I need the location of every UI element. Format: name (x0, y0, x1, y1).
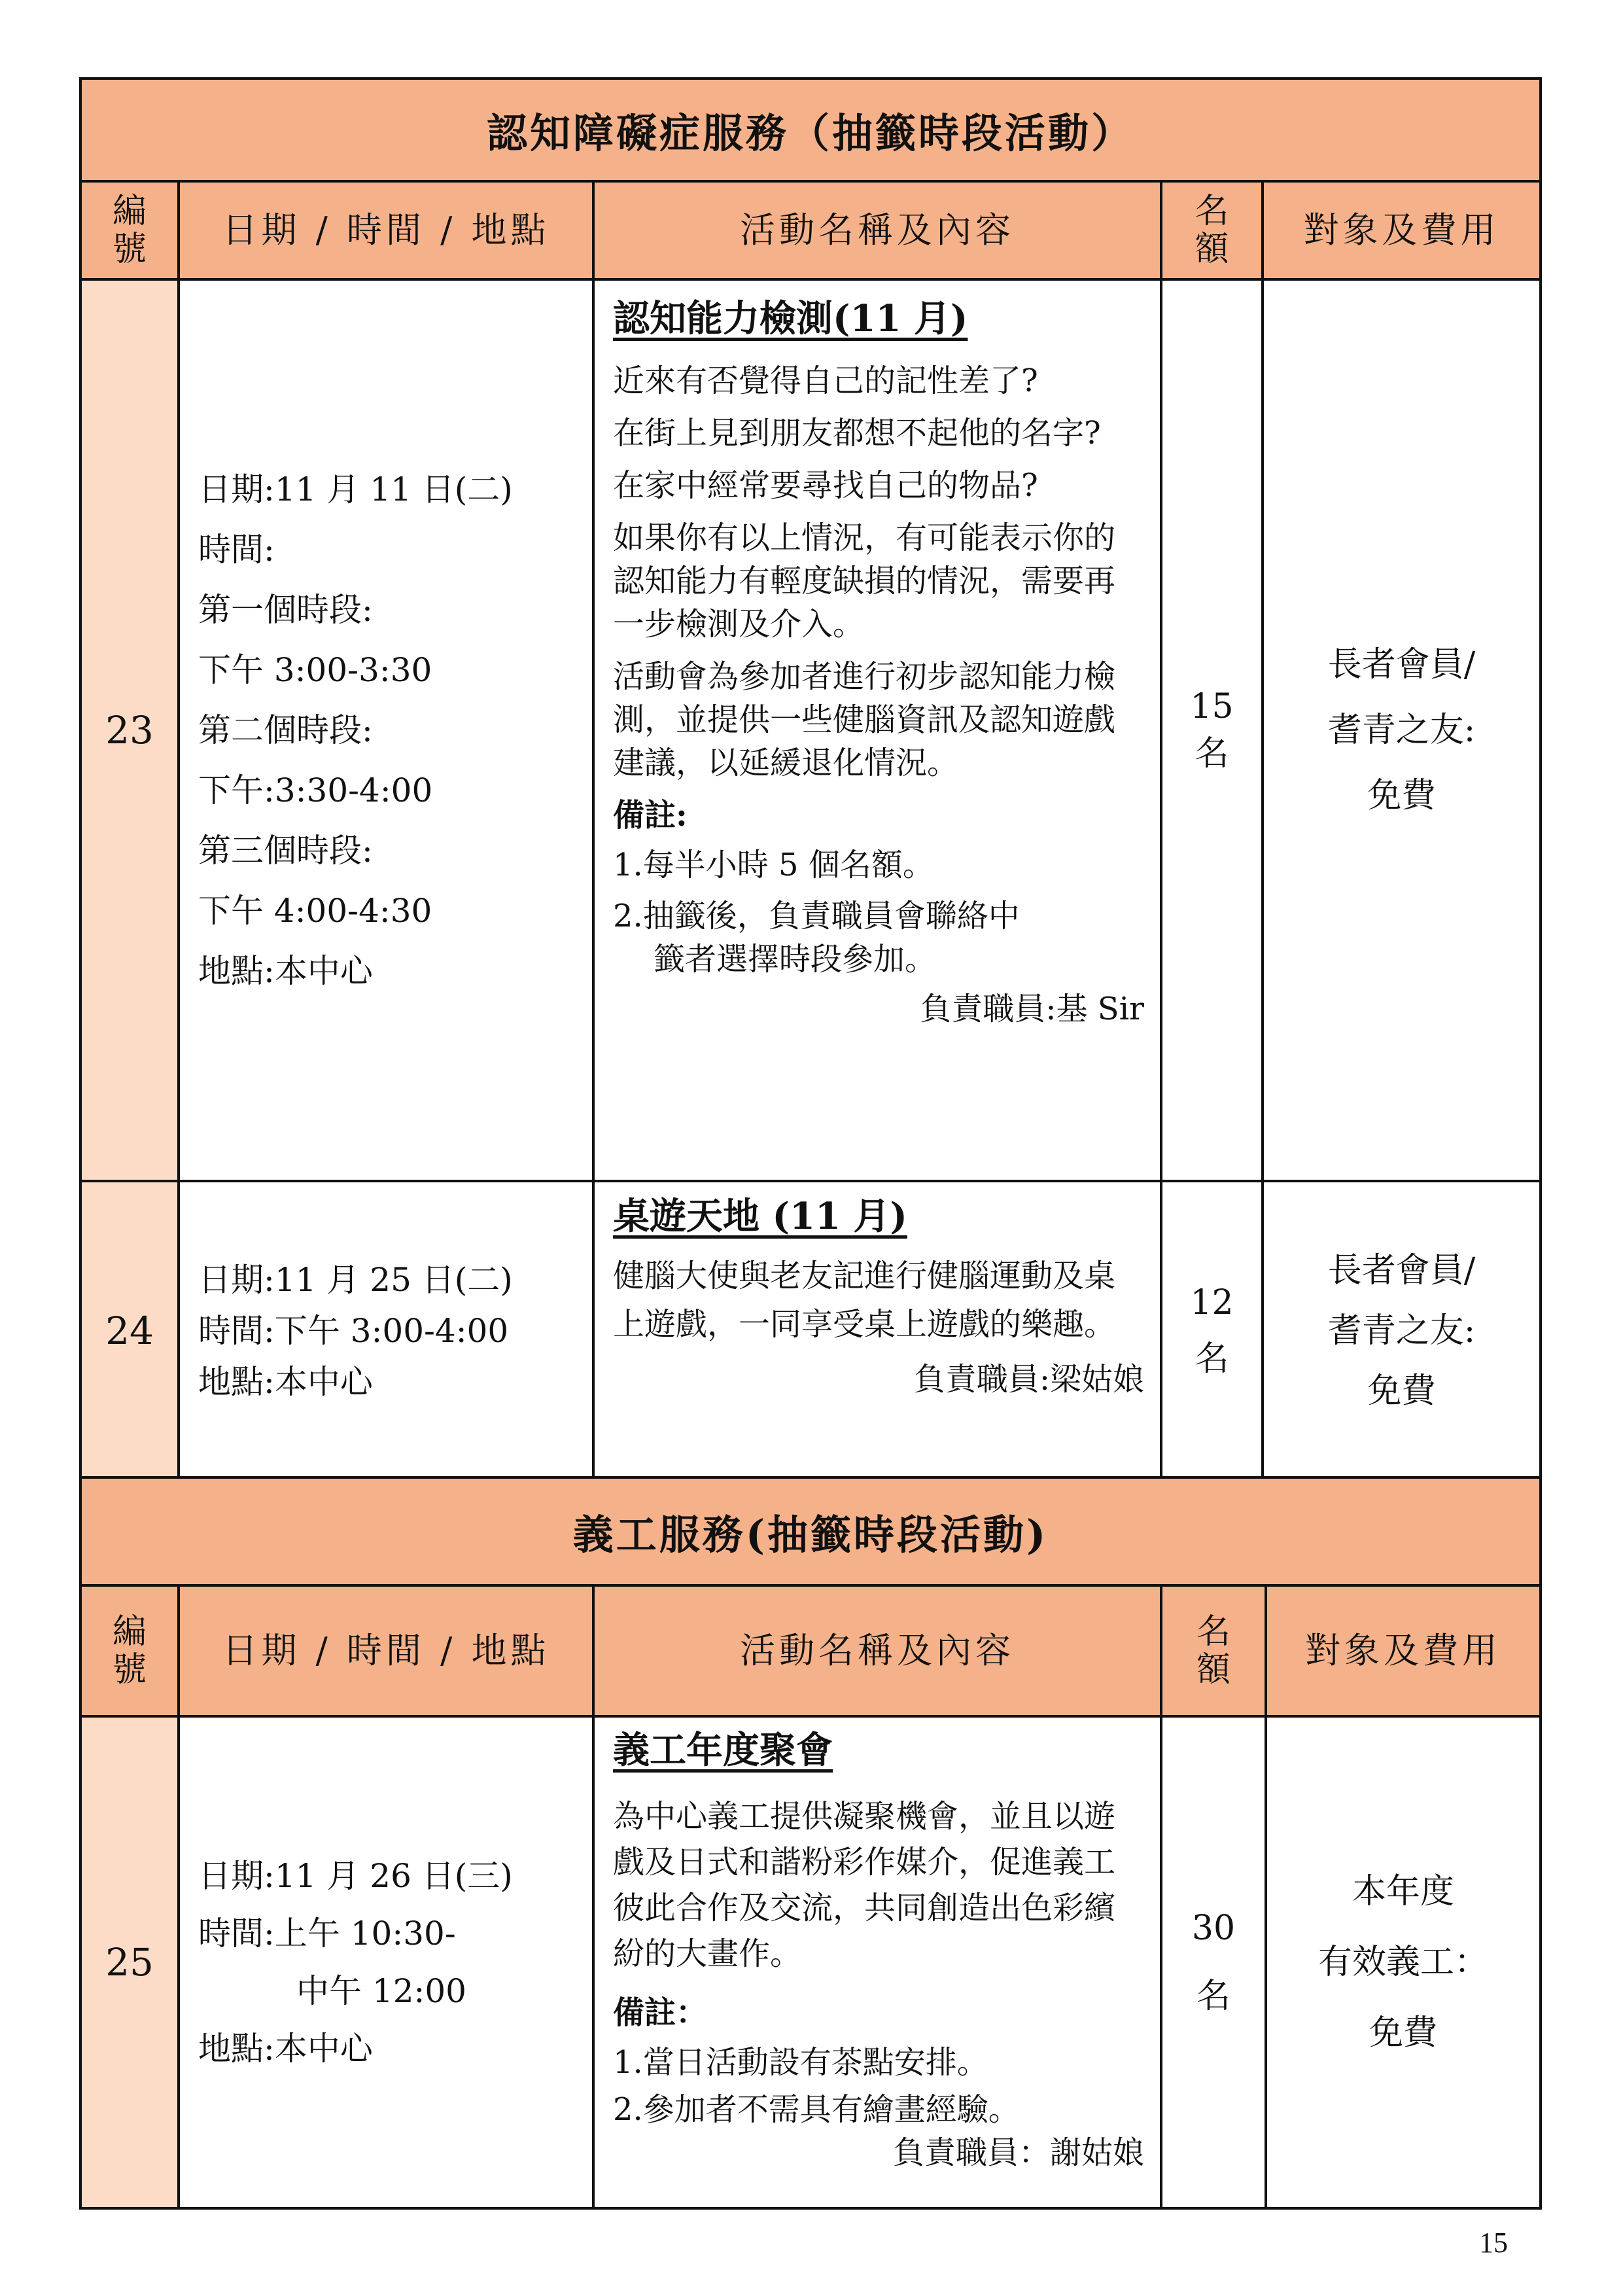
activity-paragraph: 健腦大使與老友記進行健腦運動及桌上遊戲，一同享受桌上遊戲的樂趣。 (613, 1258, 1116, 1343)
staff-in-charge: 負責職員:梁姑娘 (913, 1361, 1144, 1398)
section-banner: 義工服務(抽籤時段活動) (80, 1477, 1541, 1585)
activity-title: 桌遊天地 (11 月) (613, 1195, 907, 1238)
quota-number: 12 (1190, 1283, 1234, 1322)
date-line: 地點:本中心 (198, 1363, 373, 1401)
header-date: 日期 / 時間 / 地點 (179, 181, 593, 279)
target-and-fee (1263, 1181, 1541, 1481)
target-line: 長者會員/ (1327, 645, 1476, 684)
quota (1161, 1716, 1266, 2208)
quota-unit: 名 (1196, 1977, 1230, 2016)
fee-line: 免費 (1369, 2013, 1438, 2053)
section-banner: 認知障礙症服務（抽籤時段活動） (80, 79, 1541, 181)
date-time-location (179, 1716, 593, 2208)
quota (1161, 279, 1263, 1181)
target-line: 本年度 (1352, 1872, 1455, 1911)
page-number: 15 (1479, 2227, 1508, 2259)
table-row (80, 1181, 1541, 1481)
date-time-location (179, 279, 593, 1181)
date-line: 時間: (198, 531, 275, 569)
date-line: 地點:本中心 (198, 2030, 373, 2068)
date-line: 第三個時段: (198, 832, 373, 870)
note-label: 備註: (613, 797, 688, 834)
activity-paragraph: 在家中經常要尋找自己的物品? (613, 467, 1038, 504)
row-number: 23 (80, 279, 179, 1181)
quota-unit: 名 (1195, 734, 1229, 773)
staff-in-charge: 負責職員：謝姑娘 (892, 2134, 1144, 2171)
table-row (80, 279, 1541, 1181)
activity-paragraph: 如果你有以上情況，有可能表示你的認知能力有輕度缺損的情況，需要再一步檢測及介入。 (613, 520, 1116, 643)
section-volunteer-services (79, 1476, 1542, 2210)
fee-line: 免費 (1367, 776, 1436, 815)
note-item: 2.抽籤後，負責職員會聯絡中 (613, 898, 1020, 934)
date-line: 日期:11 月 25 日(二) (198, 1261, 513, 1299)
header-quota: 名 額 (1161, 181, 1263, 279)
header-num: 編 號 (80, 1585, 179, 1716)
activity-paragraph: 在街上見到朋友都想不起他的名字? (613, 415, 1101, 451)
quota-number: 15 (1190, 687, 1234, 726)
header-num: 編 號 (80, 181, 179, 279)
header-activity: 活動名稱及內容 (593, 1585, 1161, 1716)
note-item: 1.當日活動設有茶點安排。 (613, 2044, 988, 2081)
quota (1161, 1181, 1263, 1481)
target-and-fee (1263, 279, 1541, 1181)
date-line: 時間:上午 10:30- (198, 1915, 456, 1952)
note-item: 2.參加者不需具有繪畫經驗。 (613, 2091, 1020, 2128)
header-date: 日期 / 時間 / 地點 (179, 1585, 593, 1716)
date-time-location (179, 1181, 593, 1481)
date-line: 下午:3:30-4:00 (198, 771, 433, 809)
activity-paragraph: 活動會為參加者進行初步認知能力檢測，並提供一些健腦資訊及認知遊戲建議，以延緩退化情況。 (613, 658, 1116, 781)
date-line: 日期:11 月 26 日(三) (198, 1857, 513, 1895)
target-and-fee (1266, 1716, 1541, 2208)
note-item: 1.每半小時 5 個名額。 (613, 847, 934, 883)
section-dementia-services (79, 77, 1542, 1482)
row-number: 24 (80, 1181, 179, 1481)
activity-content (593, 1716, 1161, 2208)
header-target: 對象及費用 (1266, 1585, 1541, 1716)
activity-content (593, 1181, 1161, 1481)
staff-in-charge: 負責職員:基 Sir (920, 991, 1144, 1027)
date-line: 日期:11 月 11 日(二) (198, 470, 513, 508)
table-row (80, 1716, 1541, 2208)
date-line: 下午 4:00-4:30 (198, 892, 432, 930)
activity-paragraph: 為中心義工提供凝聚機會，並且以遊戲及日式和諧粉彩作媒介，促進義工彼此合作及交流，共同創造出色彩繽紛的大畫作。 (613, 1798, 1116, 1972)
target-line: 長者會員/ (1327, 1251, 1476, 1290)
date-line: 第一個時段: (198, 591, 373, 629)
activity-paragraph: 近來有否覺得自己的記性差了? (613, 362, 1038, 399)
target-line: 耆青之友: (1327, 711, 1476, 750)
quota-number: 30 (1191, 1909, 1236, 1948)
activity-title: 認知能力檢測(11 月) (613, 297, 968, 340)
target-line: 有效義工： (1318, 1943, 1489, 1982)
fee-line: 免費 (1367, 1371, 1436, 1411)
activity-title: 義工年度聚會 (613, 1729, 833, 1772)
date-line: 第二個時段: (198, 711, 373, 749)
header-activity: 活動名稱及內容 (593, 181, 1161, 279)
header-quota: 名 額 (1161, 1585, 1266, 1716)
date-line: 下午 3:00-3:30 (198, 651, 432, 689)
date-line: 中午 12:00 (296, 1972, 466, 2010)
date-line: 時間:下午 3:00-4:00 (198, 1312, 509, 1350)
header-target: 對象及費用 (1263, 181, 1541, 279)
activity-content (593, 279, 1161, 1181)
target-line: 耆青之友: (1327, 1311, 1476, 1351)
quota-unit: 名 (1195, 1339, 1229, 1379)
row-number: 25 (80, 1716, 179, 2208)
note-label: 備註： (613, 1994, 708, 2031)
note-item-continued: 籤者選擇時段參加。 (654, 941, 937, 978)
date-line: 地點:本中心 (198, 952, 373, 990)
